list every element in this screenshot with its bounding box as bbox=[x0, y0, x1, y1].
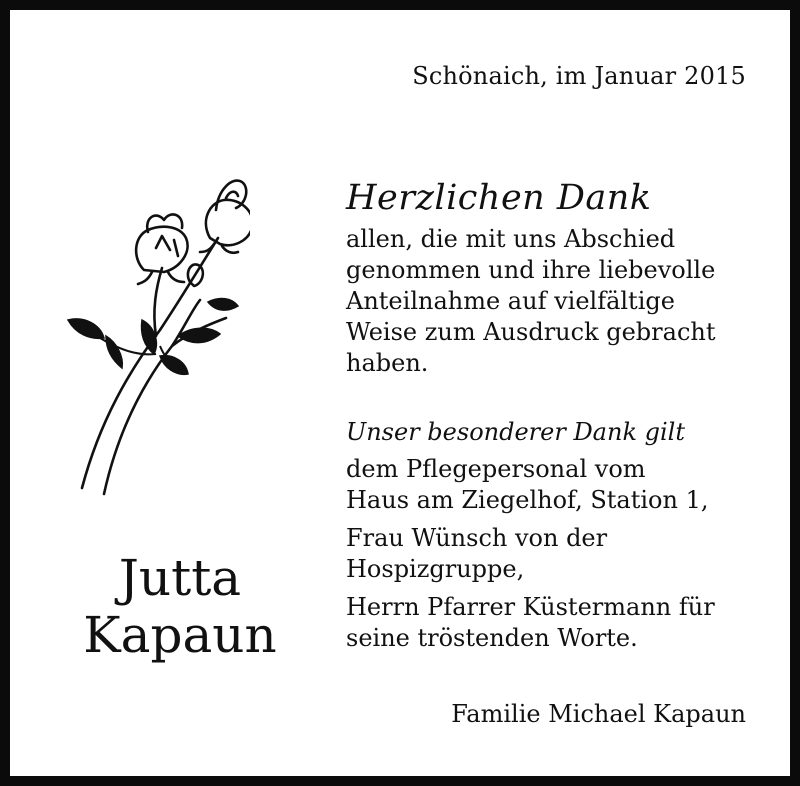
thanks-heading: Herzlichen Dank bbox=[346, 178, 652, 218]
deceased-last-name: Kapaun bbox=[83, 606, 277, 664]
message-line: Weise zum Ausdruck gebracht bbox=[346, 318, 716, 346]
rose-illustration-icon bbox=[60, 160, 250, 500]
message-line: genommen und ihre liebevolle bbox=[346, 256, 716, 284]
thanks-line: Herrn Pfarrer Küstermann für bbox=[346, 593, 715, 621]
family-signature: Familie Michael Kapaun bbox=[451, 700, 746, 728]
special-thanks-list bbox=[346, 454, 766, 654]
thanks-line: dem Pflegepersonal vom bbox=[346, 455, 646, 483]
message-column bbox=[346, 176, 766, 661]
message-line: Anteilnahme auf vielfältige bbox=[346, 287, 675, 315]
message-line: haben. bbox=[346, 349, 429, 377]
thanks-message bbox=[346, 224, 766, 379]
special-thanks-heading: Unser besonderer Dank gilt bbox=[346, 418, 685, 446]
thanks-item-pastor bbox=[346, 592, 766, 654]
thanks-line: Hospizgruppe, bbox=[346, 555, 525, 583]
deceased-name bbox=[60, 550, 300, 664]
message-line: allen, die mit uns Abschied bbox=[346, 225, 676, 253]
thanks-line: Haus am Ziegelhof, Station 1, bbox=[346, 486, 709, 514]
deceased-first-name: Jutta bbox=[118, 549, 242, 607]
thanks-line: seine tröstenden Worte. bbox=[346, 624, 638, 652]
thanks-item-hospice bbox=[346, 523, 766, 585]
place-date: Schönaich, im Januar 2015 bbox=[412, 62, 746, 90]
thanks-item-care-staff bbox=[346, 454, 766, 516]
thanks-line: Frau Wünsch von der bbox=[346, 524, 608, 552]
